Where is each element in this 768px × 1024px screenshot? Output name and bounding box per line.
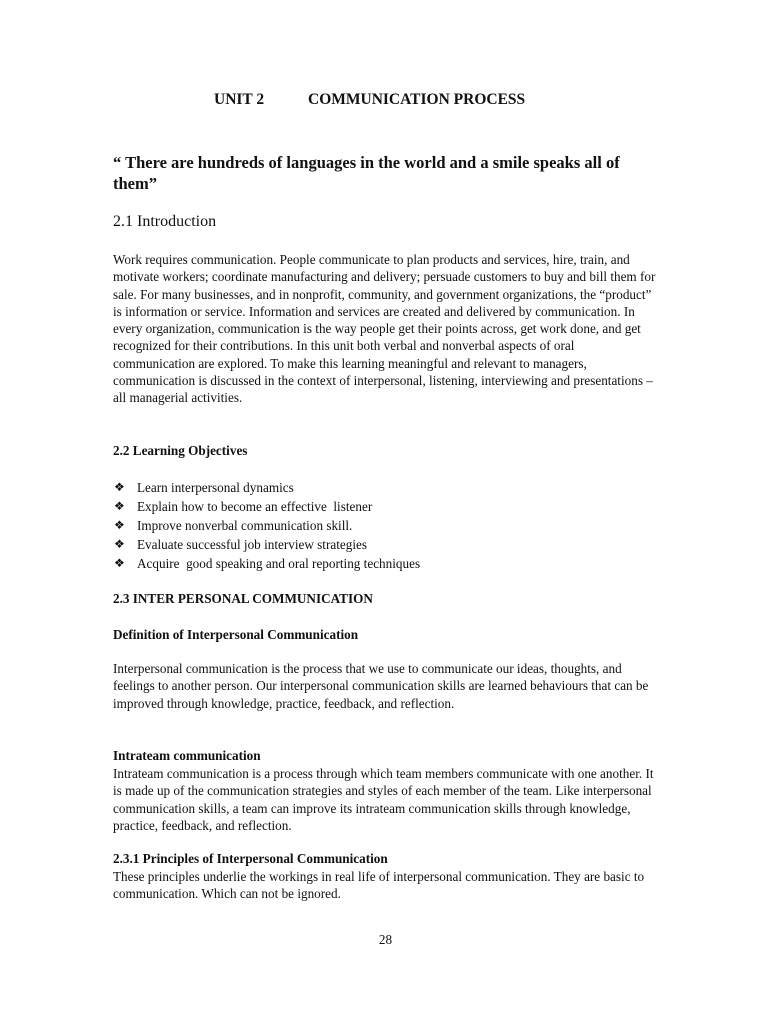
- intrateam-paragraph: Intrateam communication is a process through which team members communicate with one another. It is made up of the communication strategies and styles of each member of the team. Like interpersonal communication skills, a team can improve its intrateam communication skills through knowledge, practice, feedback, and reflection.: [113, 766, 654, 833]
- diamond-bullet-icon: ❖: [114, 518, 125, 532]
- introduction-paragraph: Work requires communication. People communicate to plan products and services, hire, train, and motivate workers; coordinate manufacturing and delivery; persuade customers to buy and bill them for sale. For many businesses, and in nonprofit, community, and government organizations, the “product” is information or service. Information and services are created and delivered by communication. In every organization, communication is the way people get their points across, get work done, and get recognized for their contributions. In this unit both verbal and nonverbal aspects of oral communication are explored. To make this learning meaningful and relevant to managers, communication is discussed in the context of interpersonal, listening, interviewing and presentations – all managerial activities.: [113, 252, 656, 406]
- diamond-bullet-icon: ❖: [114, 499, 125, 513]
- diamond-bullet-icon: ❖: [114, 537, 125, 551]
- list-item: [113, 478, 420, 497]
- learning-objectives-list: [113, 478, 420, 573]
- list-item: [113, 497, 420, 516]
- list-item-text: Evaluate successful job interview strategies: [137, 537, 367, 552]
- page-number: 28: [378, 932, 393, 947]
- unit-label: UNIT 2: [214, 91, 265, 108]
- principles-heading: 2.3.1 Principles of Interpersonal Communication: [113, 851, 388, 866]
- list-item: [113, 535, 420, 554]
- introduction-heading: 2.1 Introduction: [113, 213, 217, 230]
- list-item: [113, 516, 420, 535]
- list-item-text: Learn interpersonal dynamics: [137, 480, 294, 495]
- intrateam-heading: Intrateam communication: [113, 748, 261, 763]
- principles-paragraph: These principles underlie the workings in real life of interpersonal communication. They are basic to communication. Which can not be ignored.: [113, 869, 645, 902]
- document-page: [113, 0, 658, 1024]
- learning-objectives-heading: 2.2 Learning Objectives: [113, 443, 248, 458]
- interpersonal-communication-heading: 2.3 INTER PERSONAL COMMUNICATION: [113, 591, 373, 606]
- list-item-text: Acquire good speaking and oral reporting techniques: [137, 556, 421, 571]
- unit-title: [214, 91, 525, 109]
- list-item-text: Explain how to become an effective listener: [137, 499, 373, 514]
- diamond-bullet-icon: ❖: [114, 480, 125, 494]
- diamond-bullet-icon: ❖: [114, 556, 125, 570]
- list-item: [113, 554, 420, 573]
- definition-heading: Definition of Interpersonal Communication: [113, 627, 359, 642]
- opening-quote: “ There are hundreds of languages in the world and a smile speaks all of them”: [113, 153, 620, 193]
- definition-paragraph: Interpersonal communication is the process that we use to communicate our ideas, thoughts, and feelings to another person. Our interpersonal communication skills are learned behaviours that can be improved through knowledge, practice, feedback, and reflection.: [113, 661, 649, 711]
- unit-heading: COMMUNICATION PROCESS: [308, 91, 526, 108]
- list-item-text: Improve nonverbal communication skill.: [137, 518, 353, 533]
